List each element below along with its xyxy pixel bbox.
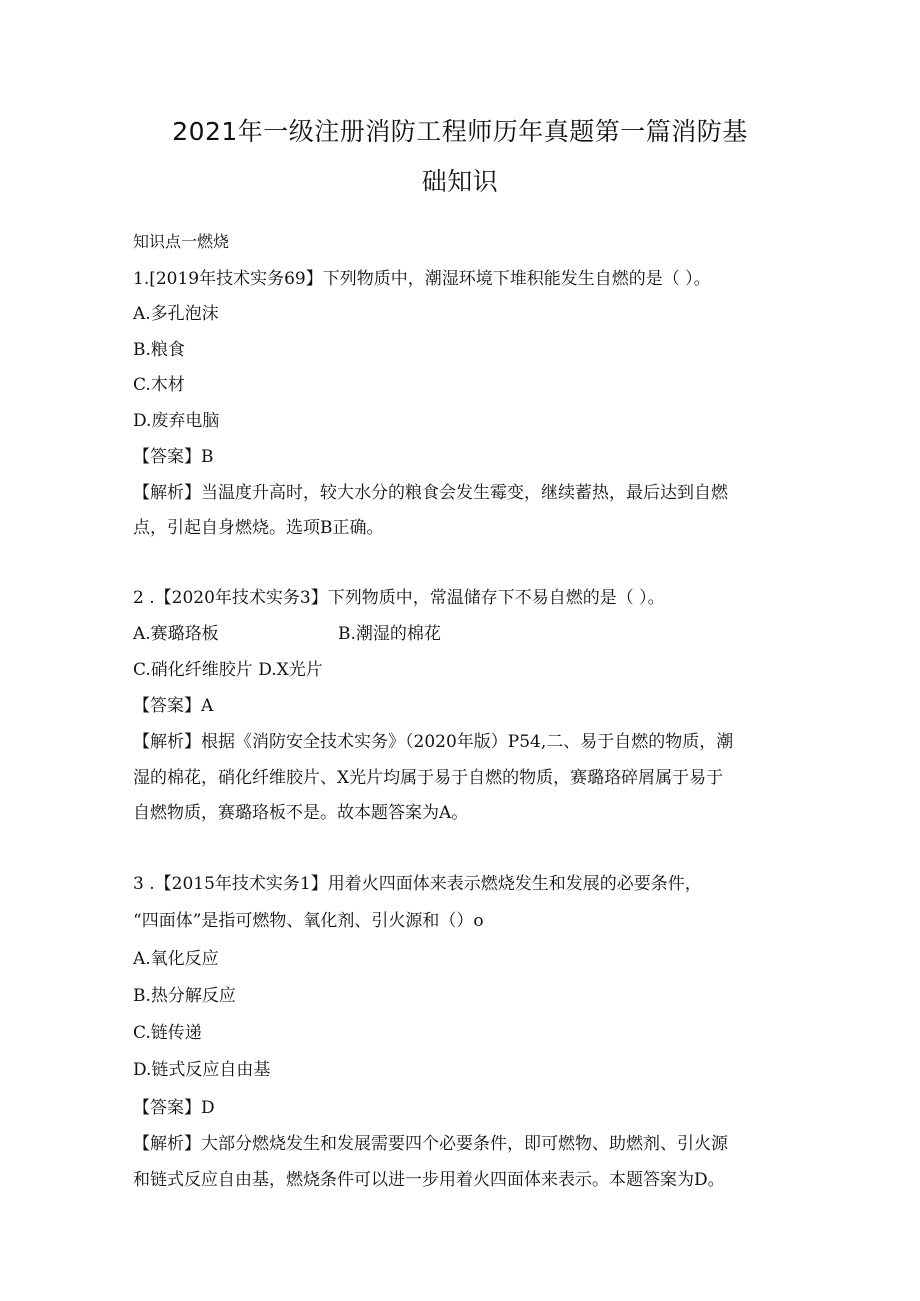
question-3-answer: 【答案】D [133,1098,215,1118]
question-2-stem: 2 .【2020年技术实务3】下列物质中，常温储存下不易自燃的是（ ）。 [133,588,665,608]
question-3-analysis-line-2: 和链式反应自由基，燃烧条件可以进一步用着火四面体来表示。本题答案为D。 [133,1170,725,1190]
document-title-line-1: 2021年一级注册消防工程师历年真题第一篇消防基 [172,117,748,146]
question-2-answer: 【答案】A [133,696,214,716]
question-1-analysis-line-2: 点，引起自身燃烧。选项B正确。 [133,518,384,538]
question-3-option-d: D.链式反应自由基 [133,1060,271,1080]
question-2-option-cd: C.硝化纤维胶片 D.X光片 [133,660,323,680]
question-2-analysis-line-2: 湿的棉花，硝化纤维胶片、X光片均属于易于自燃的物质，赛璐珞碎屑属于易于 [133,768,724,788]
question-2-option-b: B.潮湿的棉花 [338,624,441,644]
question-1-option-c: C.木材 [133,375,185,395]
question-1-option-b: B.粮食 [133,340,185,360]
question-3-stem-line-2: “四面体”是指可燃物、氧化剂、引火源和（）o [133,911,484,931]
document-title-line-2: 础知识 [421,167,499,196]
question-3-option-a: A.氧化反应 [133,949,219,969]
question-1-option-a: A.多孔泡沫 [133,304,219,324]
question-1-option-d: D.废弃电脑 [133,411,220,431]
question-2-analysis-line-1: 【解析】根据《消防安全技术实务》（2020年版）P54,二、易于自燃的物质，潮 [133,732,734,752]
question-3-analysis-line-1: 【解析】大部分燃烧发生和发展需要四个必要条件，即可燃物、助燃剂、引火源 [133,1134,728,1154]
question-1-answer: 【答案】B [133,447,214,467]
question-1-stem: 1.[2019年技术实务69】下列物质中，潮湿环境下堆积能发生自燃的是（ ）。 [133,269,711,289]
question-2-analysis-line-3: 自燃物质，赛璐珞板不是。故本题答案为A。 [133,803,469,823]
section-title: 知识点一燃烧 [133,232,230,251]
question-3-option-b: B.热分解反应 [133,986,236,1006]
question-1-analysis-line-1: 【解析】当温度升高时，较大水分的粮食会发生霉变，继续蓄热，最后达到自燃 [133,483,728,503]
question-2-option-a: A.赛璐珞板 [133,624,219,644]
question-3-option-c: C.链传递 [133,1023,202,1043]
question-3-stem-line-1: 3 .【2015年技术实务1】用着火四面体来表示燃烧发生和发展的必要条件， [133,874,702,894]
